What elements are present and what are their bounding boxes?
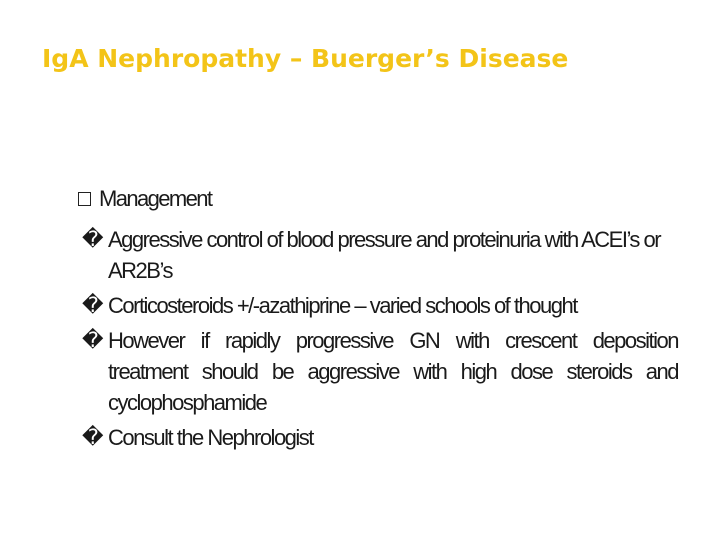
bullet-glyph-icon: �: [82, 426, 104, 449]
slide-content: [78, 186, 678, 457]
level1-bullet: [78, 186, 678, 212]
list-item-text: Aggressive control of blood pressure and proteinuria with ACEI’s or AR2B’s: [108, 227, 661, 283]
list-item-text: Consult the Nephrologist: [108, 425, 313, 450]
management-heading: Management: [99, 186, 212, 211]
list-item: [82, 325, 678, 418]
bullet-glyph-icon: �: [82, 228, 104, 251]
list-item: [82, 224, 678, 286]
list-item: [82, 290, 678, 321]
list-item: [82, 422, 678, 453]
square-bullet-icon: [78, 192, 91, 206]
bullet-glyph-icon: �: [82, 329, 104, 352]
list-item-text: However if rapidly progressive GN with crescent deposition treatment should be aggressive with high dose steroids and cyclophosphamide: [108, 328, 678, 415]
bullet-glyph-icon: �: [82, 294, 104, 317]
slide-title: IgA Nephropathy – Buerger’s Disease: [42, 44, 569, 73]
list-item-text: Corticosteroids +/-azathiprine – varied schools of thought: [108, 293, 577, 318]
